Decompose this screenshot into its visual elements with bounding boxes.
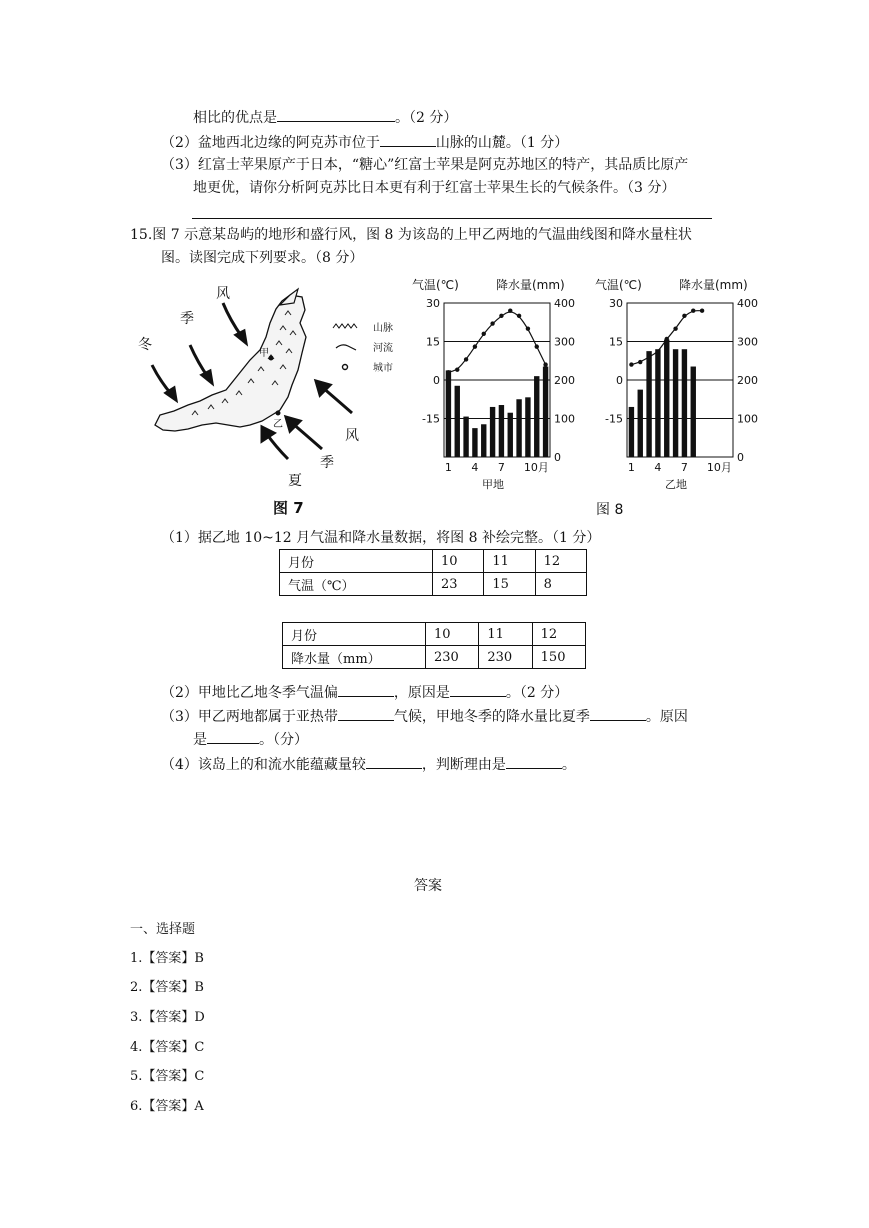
chart-title: 乙地 <box>665 478 687 491</box>
answer-blank[interactable] <box>338 682 394 697</box>
wind-word-wind1: 风 <box>216 286 230 302</box>
answer-item: 1.【答案】B <box>130 951 204 966</box>
table-cell: 230 <box>479 646 532 669</box>
city-a-dot <box>269 356 274 361</box>
answers-title: 答案 <box>414 878 442 894</box>
temp-tick-label: -15 <box>605 412 623 426</box>
answer-blank[interactable] <box>338 706 394 721</box>
precip-tick-label: 100 <box>554 412 575 426</box>
answer-blank[interactable] <box>380 132 436 147</box>
chart-yi <box>595 275 775 500</box>
temp-point <box>647 355 651 359</box>
sub2-text: （2）甲地比乙地冬季气温偏 <box>161 685 338 701</box>
sub4-text2: ，判断理由是 <box>421 757 506 773</box>
temp-point <box>682 314 686 318</box>
y-axis-label-left: 气温(℃) <box>595 278 642 292</box>
table-cell: 月份 <box>280 550 433 573</box>
temp-point <box>656 350 660 354</box>
precip-bar <box>646 351 651 457</box>
sub2-score: 。（2 分） <box>505 685 569 701</box>
q15-sub3-cont <box>193 729 308 750</box>
sub3-text4: 是 <box>193 732 207 748</box>
answer-blank[interactable] <box>450 682 506 697</box>
legend-mountain-label: 山脉 <box>373 323 393 334</box>
city-icon <box>343 365 348 370</box>
prev-q2-tail: 山脉的山麓。（1 分） <box>435 135 569 151</box>
table-cell: 150 <box>532 646 585 669</box>
sub4-text: （4）该岛上的和流水能蕴藏量较 <box>161 757 366 773</box>
q15-stem-line2: 图。读图完成下列要求。（8 分） <box>161 250 364 266</box>
precip-table <box>282 622 586 669</box>
table-cell: 11 <box>484 550 535 573</box>
precip-tick-label: 400 <box>737 297 758 310</box>
temp-point <box>499 314 503 318</box>
wind-word-summer: 夏 <box>288 473 302 489</box>
table-cell: 月份 <box>283 623 426 646</box>
x-tick-label: 4 <box>654 461 662 474</box>
temp-point <box>638 360 642 364</box>
precip-bar <box>638 390 643 457</box>
answer-rule-line[interactable] <box>192 218 712 219</box>
wind-word-wind2: 风 <box>345 428 359 444</box>
precip-bar <box>534 376 539 457</box>
precip-tick-label: 0 <box>554 451 561 464</box>
fig7-label: 图 7 <box>273 499 304 517</box>
answer-blank[interactable] <box>506 754 562 769</box>
figure-area <box>130 275 770 525</box>
q15-sub1: （1）据乙地 10~12 月气温和降水量数据，将图 8 补绘完整。（1 分） <box>161 530 601 546</box>
precip-bar <box>490 407 495 457</box>
x-tick-label: 7 <box>680 461 688 474</box>
answer-item: 6.【答案】A <box>130 1099 204 1114</box>
temp-point <box>455 368 459 372</box>
x-tick-label: 10月 <box>706 461 732 474</box>
precip-tick-label: 400 <box>554 297 575 310</box>
x-tick-label: 1 <box>627 461 635 474</box>
precip-bar <box>446 370 451 457</box>
temp-point <box>464 357 468 361</box>
table-cell: 气温（℃） <box>280 573 433 596</box>
temp-point <box>490 321 494 325</box>
precip-bar <box>508 413 513 457</box>
temp-point <box>526 326 530 330</box>
sub3-text3: 。原因 <box>645 709 688 725</box>
temp-point <box>665 337 669 341</box>
fig8-label: 图 8 <box>596 502 624 518</box>
temp-line <box>448 312 545 372</box>
precip-bar <box>525 397 530 457</box>
x-tick-label: 1 <box>444 461 452 474</box>
x-tick-label: 10月 <box>523 461 549 474</box>
precip-bar <box>455 386 460 457</box>
chart-title: 甲地 <box>482 478 504 491</box>
temp-tick-label: 15 <box>426 335 440 349</box>
wind-word-winter: 冬 <box>138 337 152 353</box>
temp-point <box>673 326 677 330</box>
temp-point <box>691 309 695 313</box>
answer-item: 3.【答案】D <box>130 1010 205 1025</box>
q15-sub4 <box>161 754 576 775</box>
chart-jia <box>412 275 592 500</box>
precip-bar <box>629 407 634 457</box>
x-tick-label: 7 <box>497 461 505 474</box>
answer-item: 4.【答案】C <box>130 1040 205 1055</box>
table-cell: 10 <box>426 623 479 646</box>
q15-stem-line1: 15.图 7 示意某岛屿的地形和盛行风，图 8 为该岛的上甲乙两地的气温曲线图和降水量柱状 <box>130 227 692 243</box>
table-cell: 8 <box>535 573 586 596</box>
prev-q2-line <box>161 132 568 153</box>
temp-point <box>535 344 539 348</box>
prev-q2-text: （2）盆地西北边缘的阿克苏市位于 <box>161 135 380 151</box>
temp-table <box>279 549 587 596</box>
answer-blank[interactable] <box>277 107 395 122</box>
legend-city-label: 城市 <box>373 363 393 374</box>
temp-point <box>517 314 521 318</box>
legend-river-label: 河流 <box>373 343 393 354</box>
answer-blank[interactable] <box>207 729 259 744</box>
precip-bar <box>499 405 504 457</box>
precip-tick-label: 200 <box>554 374 575 387</box>
precip-bar <box>691 367 696 457</box>
wind-word-season2: 季 <box>320 455 334 471</box>
prev-q3-line1: （3）红富士苹果原产于日本，“糖心”红富士苹果是阿克苏地区的特产，其品质比原产 <box>161 157 689 173</box>
temp-tick-label: 30 <box>609 297 623 310</box>
precip-bar <box>682 349 687 457</box>
table-row <box>283 646 586 669</box>
sub3-score: 。（分） <box>259 732 308 748</box>
x-tick-label: 4 <box>471 461 479 474</box>
temp-point <box>446 370 450 374</box>
temp-point <box>543 362 547 366</box>
table-cell: 11 <box>479 623 532 646</box>
map-legend <box>333 321 393 374</box>
place-b-label: 乙 <box>273 419 283 430</box>
precip-bar <box>655 349 660 457</box>
table-cell: 12 <box>532 623 585 646</box>
table-cell: 12 <box>535 550 586 573</box>
q15-sub2 <box>161 682 568 703</box>
temp-tick-label: 0 <box>616 374 623 387</box>
sub3-text2: 气候，甲地冬季的降水量比夏季 <box>393 709 590 725</box>
precip-bar <box>543 367 548 457</box>
wind-word-season1: 季 <box>180 311 194 327</box>
precip-tick-label: 300 <box>554 335 575 349</box>
answers-section: 一、选择题 <box>130 922 196 937</box>
precip-bar <box>664 340 669 457</box>
fig7-map <box>130 275 420 525</box>
place-a-label: 甲 <box>259 348 269 359</box>
temp-tick-label: 30 <box>426 297 440 310</box>
precip-tick-label: 100 <box>737 412 758 426</box>
precip-tick-label: 0 <box>737 451 744 464</box>
temp-point <box>482 332 486 336</box>
precip-bar <box>472 428 477 457</box>
table-cell: 23 <box>433 573 484 596</box>
answer-blank[interactable] <box>590 706 646 721</box>
precip-bar <box>673 349 678 457</box>
temp-point <box>629 362 633 366</box>
mountain-range-icon <box>333 324 357 328</box>
answer-item: 2.【答案】B <box>130 980 204 995</box>
table-row <box>280 550 587 573</box>
precip-bar <box>516 399 521 457</box>
sub4-end: 。 <box>561 757 576 773</box>
sub3-text: （3）甲乙两地都属于亚热带 <box>161 709 338 725</box>
table-cell: 15 <box>484 573 535 596</box>
temp-tick-label: -15 <box>422 412 440 426</box>
answer-blank[interactable] <box>366 754 422 769</box>
precip-bar <box>481 424 486 457</box>
y-axis-label-right: 降水量(mm) <box>679 278 748 292</box>
temp-point <box>508 309 512 313</box>
q15-sub3 <box>161 706 688 727</box>
table-cell: 降水量（mm） <box>283 646 426 669</box>
y-axis-label-left: 气温(℃) <box>412 278 459 292</box>
table-cell: 230 <box>426 646 479 669</box>
table-row <box>280 573 587 596</box>
precip-tick-label: 200 <box>737 374 758 387</box>
temp-tick-label: 15 <box>609 335 623 349</box>
island-shape <box>155 295 306 431</box>
prev-q1-line <box>193 107 457 128</box>
table-cell: 10 <box>433 550 484 573</box>
temp-point <box>700 309 704 313</box>
prev-q1-score: 。（2 分） <box>395 110 458 126</box>
sub2-text2: ，原因是 <box>393 685 450 701</box>
river-icon <box>336 345 356 350</box>
precip-bar <box>463 417 468 457</box>
prev-q3-line2: 地更优，请你分析阿克苏比日本更有利于红富士苹果生长的气候条件。（3 分） <box>193 180 676 196</box>
precip-tick-label: 300 <box>737 335 758 349</box>
temp-point <box>473 344 477 348</box>
answer-item: 5.【答案】C <box>130 1069 205 1084</box>
y-axis-label-right: 降水量(mm) <box>496 278 565 292</box>
city-b-dot <box>276 411 281 416</box>
table-row <box>283 623 586 646</box>
prev-q1-text: 相比的优点是 <box>193 110 277 126</box>
temp-tick-label: 0 <box>433 374 440 387</box>
